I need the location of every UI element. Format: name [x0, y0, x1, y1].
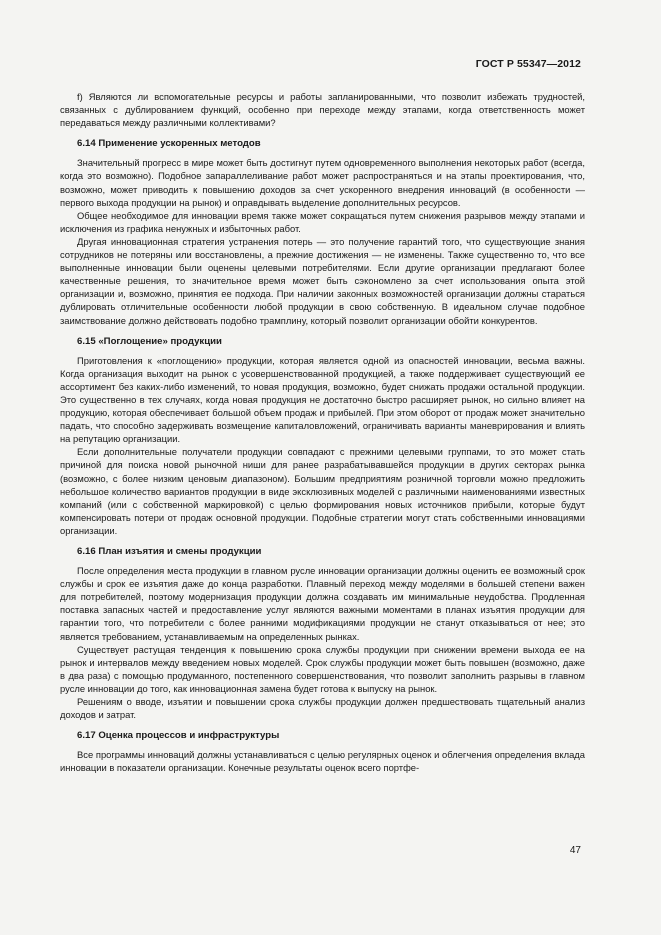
section-heading-6-15: 6.15 «Поглощение» продукции: [77, 335, 222, 347]
paragraph: Приготовления к «поглощению» продукции, которая является одной из опасностей инновации, весьма важны. Когда организация выходит на рынок с усовершенствованной продукцией, а также поддерживает существующий ее ассортимент без каких-либо изменений, то новая продукция, возможно, будет снижать продажи остальной продукции. Это существенно в тех случаях, когда новая продукция не достаточно быстро расширяет рынок, но сильно влияет на продукцию, которая обеспечивает большой объем продаж и прибылей. При этом оборот от продаж может значительно падать, что способно задерживать возмещение капиталовложений, ограничивать варианты маневрирования и влиять на репутацию организации.: [60, 354, 585, 445]
standard-designation: ГОСТ Р 55347—2012: [475, 58, 581, 70]
paragraph: Общее необходимое для инновации время также может сокращаться путем снижения разрывов между этапами и исключения из графика ненужных и избыточных работ.: [60, 209, 585, 234]
section-heading-6-17: 6.17 Оценка процессов и инфраструктуры: [77, 730, 280, 742]
page-body: [60, 90, 585, 775]
paragraph: Существует растущая тенденция к повышению срока службы продукции при снижении времени выхода ее на рынок и интервалов между введением новых моделей. Срок службы продукции может быть повышен (возможно, даже в два раза) с помощью продуманного, постепенного совершенствования, что позволит заполнить разрывы в главном русле инновации до того, как инновационная замена будет готова к выпуску на рынок.: [60, 643, 585, 694]
paragraph-f: f) Являются ли вспомогательные ресурсы и работы запланированными, что позволит избежать трудностей, связанных с дублированием функций, особенно при переходе между этапами, когда ответственность может передаваться между различными коллективами?: [60, 91, 585, 129]
section-heading-6-16: 6.16 План изъятия и смены продукции: [77, 546, 262, 557]
paragraph: Значительный прогресс в мире может быть достигнут путем одновременного выполнения некоторых работ (всегда, когда это возможно). Подобное запараллеливание работ может распространяться и на этапы проектирования, что, возможно, может приводить к повышению доходов за счет ускоренного внедрения инноваций (в особенности — первого выхода продукции на рынок) и оправдывать выделение дополнительных ресурсов.: [60, 157, 585, 208]
section-heading-6-14: 6.14 Применение ускоренных методов: [77, 138, 261, 150]
paragraph: Если дополнительные получатели продукции совпадают с прежними целевыми группами, то это может стать причиной для поиска новой рыночной ниши для ранее разрабатывавшейся продукции в других секторах рынка (возможно, с более низким ценовым диапазоном). Большим предприятиям розничной торговли можно предложить небольшое количество вариантов продукции в виде эксклюзивных моделей с различными наименованиями известных компаний (или с собственной маркировкой) с целью формирования новых источников прибыли, которые будут компенсировать потери от продаж основной продукции. Подобные стратегии могут стать собственными инновациями организации.: [60, 446, 585, 536]
paragraph: Все программы инноваций должны устанавливаться с целью регулярных оценок и облегчения определения вклада инновации в показатели организации. Конечные результаты оценок всего портфе-: [60, 749, 585, 774]
paragraph: Решениям о вводе, изъятии и повышении срока службы продукции должен предшествовать тщательный анализ доходов и затрат.: [60, 696, 585, 721]
page-number: 47: [569, 845, 581, 856]
paragraph: Другая инновационная стратегия устранения потерь — это получение гарантий того, что существующие знания сотрудников не потеряны или восстановлены, а прежние достижения — не изменены. Также существенно то, что все выполненные инновации были оценены целевыми потребителями. Если другие организации предлагают более качественные решения, то значительное время может быть сэкономлено за счет использования опыта этой организации и, возможно, принятия ее подхода. При наличии законных возможностей организации должны стараться дублировать отличительные особенности любой продукции в свою собственную. В идеальном случае подобное заимствование должно действовать подобно трамплину, который позволит организации обойти конкурентов.: [60, 235, 585, 326]
paragraph: После определения места продукции в главном русле инновации организации должны оценить ее возможный срок службы и срок ее изъятия даже до конца разработки. Плавный переход между моделями в большей степени важен для потребителей, поэтому модернизация продукции должна создавать им минимальные неудобства. Продленная поставка запасных частей и предоставление услуг являются важными моментами в планах изъятия продукции для гарантии того, что потребители с более ранними модификациями продукции не станут отказываться от нее; это является требованием, устанавливаемым на определенных рынках.: [60, 565, 585, 642]
